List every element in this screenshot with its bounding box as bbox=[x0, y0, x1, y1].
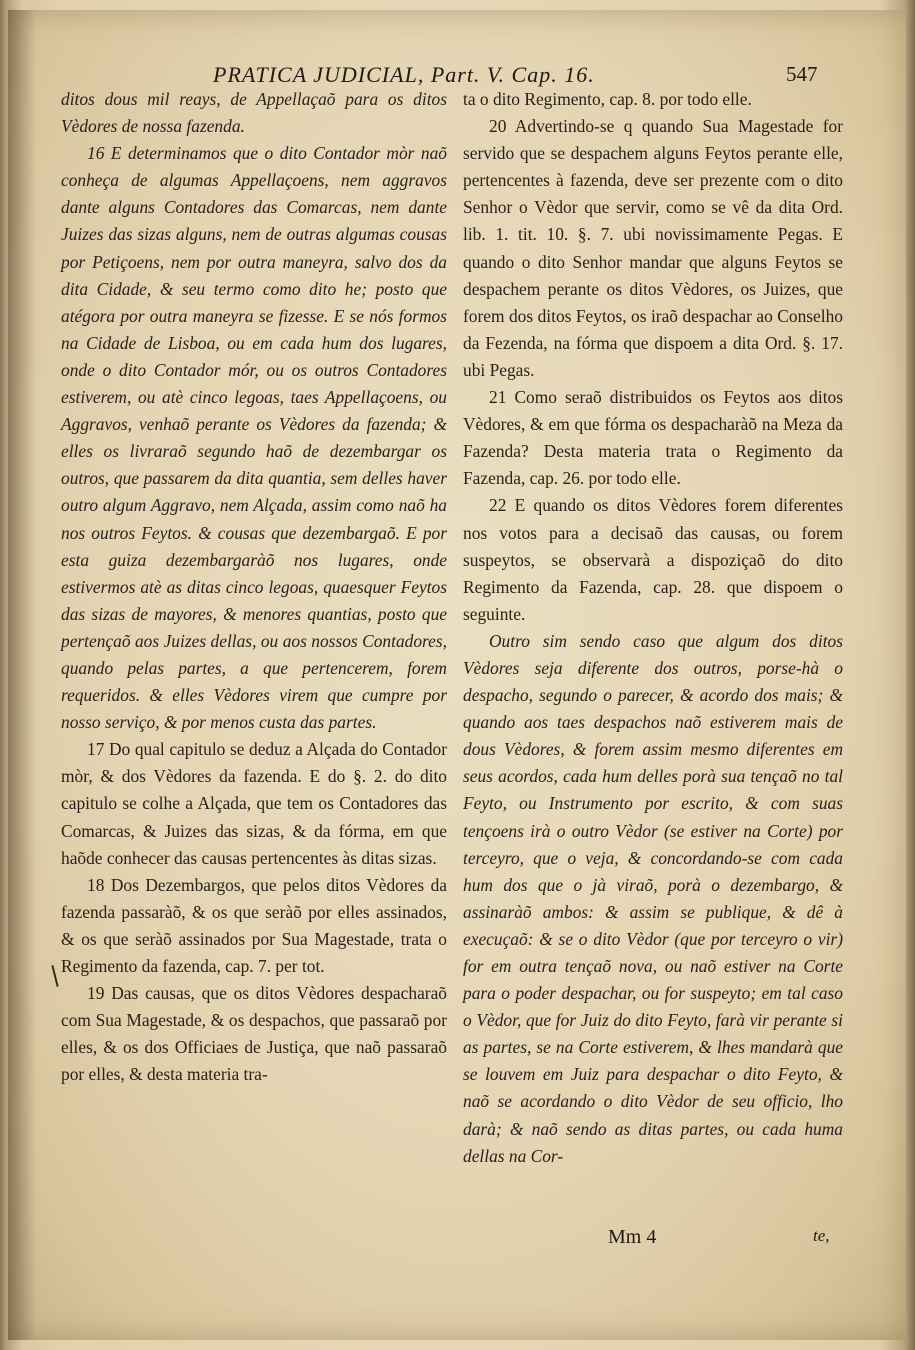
book-page bbox=[8, 10, 906, 1340]
signature-mark: Mm 4 bbox=[608, 1226, 657, 1248]
paragraph-continuation: ditos dous mil reays, de Appellaçaõ para os ditos Vèdores de nossa fazenda. bbox=[61, 89, 447, 137]
paragraph-quotation: Outro sim sendo caso que algum dos ditos Vèdores seja diferente dos outros, porse-hà o despacho, segundo o parecer, & acordo dos mais; & quando aos taes despachos naõ estiverem mais de dous Vèdores, & forem assim mesmo diferentes em seus acordos, cada hum delles porà sua tençaõ no tal Feyto, ou Instrumento por escrito, & com suas tençoens irà o outro Vèdor (se estiver na Corte) por terceyro, que o veja, & concordando-se com cada hum dos que o jà viraõ, porà o dezembargo, & assinaràõ ambos: & assim se publique, & dê à execuçaõ: & se o dito Vèdor (que por terceyro o vir) for em outra tençaõ nova, ou naõ estiver na Corte para o poder despachar, ou for suspeyto; em tal caso o Vèdor, que for Juiz do dito Feyto, farà vir perante si as partes, se na Corte estiverem, & lhes mandarà que se louvem em Juiz para despachar o dito Feyto, & naõ se acordando o dito Vèdor de seu officio, lho darà; & naõ sendo as ditas partes, ou cada huma dellas na Cor- bbox=[463, 630, 843, 1166]
paragraph-16: 16 E determinamos que o dito Contador mòr naõ conheça de algumas Appellaçoens, nem aggravos dante alguns Contadores das Comarcas, nem dante Juizes das sizas alguns, nem de outras algumas cousas por Petiçoens, nem por outra maneyra, salvo dos da dita Cidade, & seu termo como dito he; posto que atégora por outra maneyra se fizesse. E se nós formos na Cidade de Lisboa, ou em cada hum dos lugares, onde o dito Contador mór, ou os outros Contadores estiverem, ou atè cinco legoas, taes Appellaçoens, ou Aggravos, venhaõ perante os Vèdores da fazenda; & elles os livraraõ segundo haõ de dezembargar os outros, que passarem da dita quantia, sem delles haver outro algum Aggravo, nem Alçada, assim como naõ ha nos outros Feytos. & cousas que dezembargaõ. E por esta guiza dezembargaràõ nos lugares, onde estivermos atè as ditas cinco legoas, quaesquer Feytos das sizas de mayores, & menores quantias, posto que pertençaõ aos Juizes dellas, ou aos nossos Contadores, quando pelas partes, a que pertencerem, forem requeridos. & elles Vèdores virem que cumpre por nosso serviço, & por menos custa das partes. bbox=[61, 143, 447, 733]
paragraph-20: 20 Advertindo-se q quando Sua Magestade for servido que se despachem alguns Feytos perante elle, pertencentes à fazenda, deve ser prezente com o dito Senhor o Vèdor que servir, como se vê da dita Ord. lib. 1. tit. 10. §. 7. ubi novissimamente Pegas. E quando o dito Senhor mandar que alguns Feytos se despachem perante os ditos Vèdores, os Juizes, que forem dos ditos Feytos, os iraõ despachar ao Conselho da Fezenda, na fórma que dispoem a dita Ord. §. 17. ubi Pegas. bbox=[463, 116, 843, 380]
running-title: PRATICA JUDICIAL, Part. V. Cap. 16. bbox=[213, 62, 595, 87]
gutter-shadow bbox=[8, 10, 36, 1340]
paragraph-19: 19 Das causas, que os ditos Vèdores despacharaõ com Sua Magestade, & os despachos, que passaraõ por elles, & os dos Officiaes de Justiça, que naõ passaraõ por elles, & desta materia tra- bbox=[61, 983, 447, 1085]
page-number: 547 bbox=[786, 62, 818, 86]
left-column bbox=[61, 86, 447, 1088]
margin-mark bbox=[51, 965, 58, 987]
right-column bbox=[463, 86, 843, 1170]
paragraph-18: 18 Dos Dezembargos, que pelos ditos Vèdores da fazenda passaràõ, & os que seràõ por elles assinados, & os que seràõ assinados por Sua Magestade, trata o Regimento da fazenda, cap. 7. per tot. bbox=[61, 874, 447, 976]
catchword: te, bbox=[813, 1226, 830, 1245]
paragraph-22: 22 E quando os ditos Vèdores forem diferentes nos votos para a decisaõ das causas, ou forem suspeytos, se observarà a dispoziçaõ do dito Regimento da Fazenda, cap. 28. que dispoem o seguinte. bbox=[463, 495, 843, 624]
paragraph-17: 17 Do qual capitulo se deduz a Alçada do Contador mòr, & dos Vèdores da fazenda. E do §. 2. do dito capitulo se colhe a Alçada, que tem os Contadores das Comarcas, & Juizes das sizas, & da fórma, em que haõde conhecer das causas pertencentes às ditas sizas. bbox=[61, 739, 447, 868]
paragraph-continuation-right: ta o dito Regimento, cap. 8. por todo elle. bbox=[463, 89, 752, 109]
paragraph-21: 21 Como seraõ distribuidos os Feytos aos ditos Vèdores, & em que fórma os despacharàõ na Meza da Fazenda? Desta materia trata o Regimento da Fazenda, cap. 26. por todo elle. bbox=[463, 387, 843, 489]
